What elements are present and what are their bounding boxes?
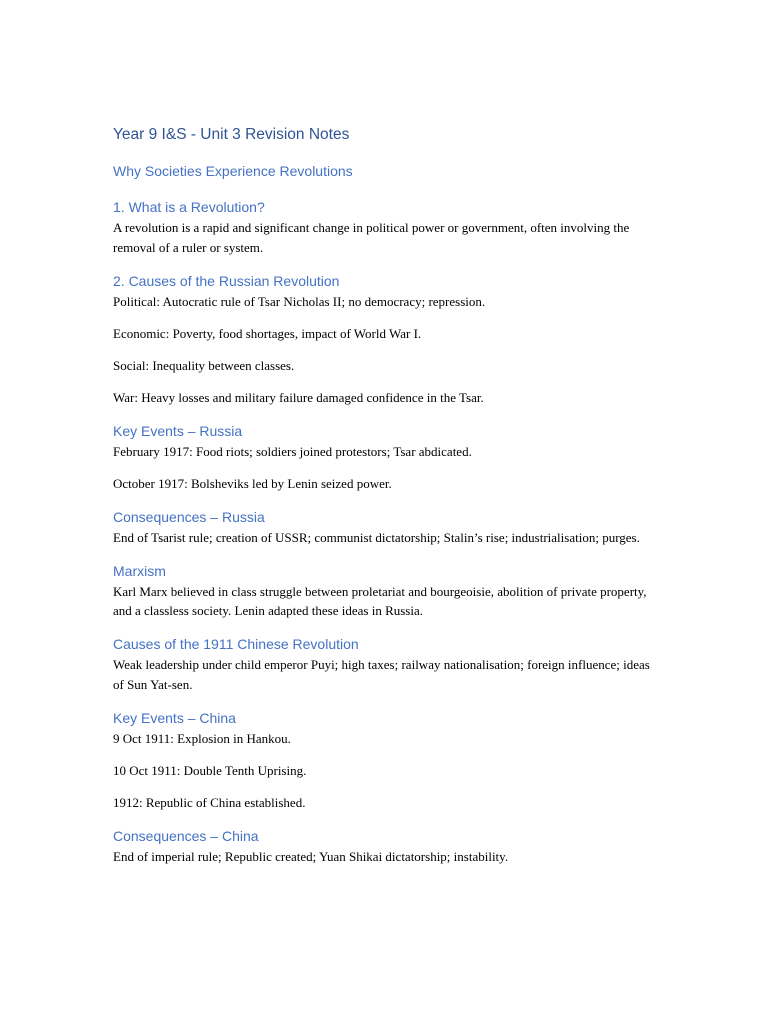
section-heading: Causes of the 1911 Chinese Revolution <box>113 636 359 652</box>
section-paragraph: Weak leadership under child emperor Puyi; high taxes; railway nationalisation; foreign influence; ideas of Sun Yat-sen. <box>113 657 650 692</box>
section-paragraph: February 1917: Food riots; soldiers joined protestors; Tsar abdicated. <box>113 443 472 459</box>
section-paragraph: A revolution is a rapid and significant change in political power or government, often involving the removal of a ruler or system. <box>113 220 630 255</box>
section-what-is-revolution <box>113 196 653 257</box>
section-chinese-causes <box>113 633 653 694</box>
section-paragraph: Karl Marx believed in class struggle between proletariat and bourgeoisie, abolition of private property, and a classless society. Lenin adapted these ideas in Russia. <box>113 583 647 618</box>
section-paragraph: End of Tsarist rule; creation of USSR; communist dictatorship; Stalin’s rise; industrialisation; purges. <box>113 529 640 545</box>
section-paragraph: 9 Oct 1911: Explosion in Hankou. <box>113 730 291 746</box>
document-title: Year 9 I&S - Unit 3 Revision Notes <box>113 126 350 143</box>
section-paragraph: Social: Inequality between classes. <box>113 357 295 373</box>
section-paragraph: 1912: Republic of China established. <box>113 794 306 810</box>
section-paragraph: Political: Autocratic rule of Tsar Nicholas II; no democracy; repression. <box>113 293 486 309</box>
section-heading: Key Events – Russia <box>113 422 243 439</box>
section-russian-causes <box>113 270 653 408</box>
section-heading: Key Events – China <box>113 709 236 726</box>
section-heading: 1. What is a Revolution? <box>113 199 265 215</box>
section-heading: Consequences – China <box>113 827 259 844</box>
section-paragraph: War: Heavy losses and military failure damaged confidence in the Tsar. <box>113 389 484 405</box>
section-consequences-russia <box>113 506 653 548</box>
section-paragraph: End of imperial rule; Republic created; Yuan Shikai dictatorship; instability. <box>113 848 509 864</box>
section-heading: Consequences – Russia <box>113 508 265 525</box>
section-consequences-china <box>113 825 653 867</box>
section-paragraph: 10 Oct 1911: Double Tenth Uprising. <box>113 762 307 778</box>
section-heading: Marxism <box>113 562 166 579</box>
section-key-events-china <box>113 707 653 813</box>
document-subtitle: Why Societies Experience Revolutions <box>113 163 353 179</box>
section-paragraph: Economic: Poverty, food shortages, impact of World War I. <box>113 325 422 341</box>
document-page <box>113 124 653 876</box>
section-marxism <box>113 560 653 621</box>
section-paragraph: October 1917: Bolsheviks led by Lenin seized power. <box>113 475 392 491</box>
section-key-events-russia <box>113 420 653 494</box>
section-heading: 2. Causes of the Russian Revolution <box>113 272 340 289</box>
